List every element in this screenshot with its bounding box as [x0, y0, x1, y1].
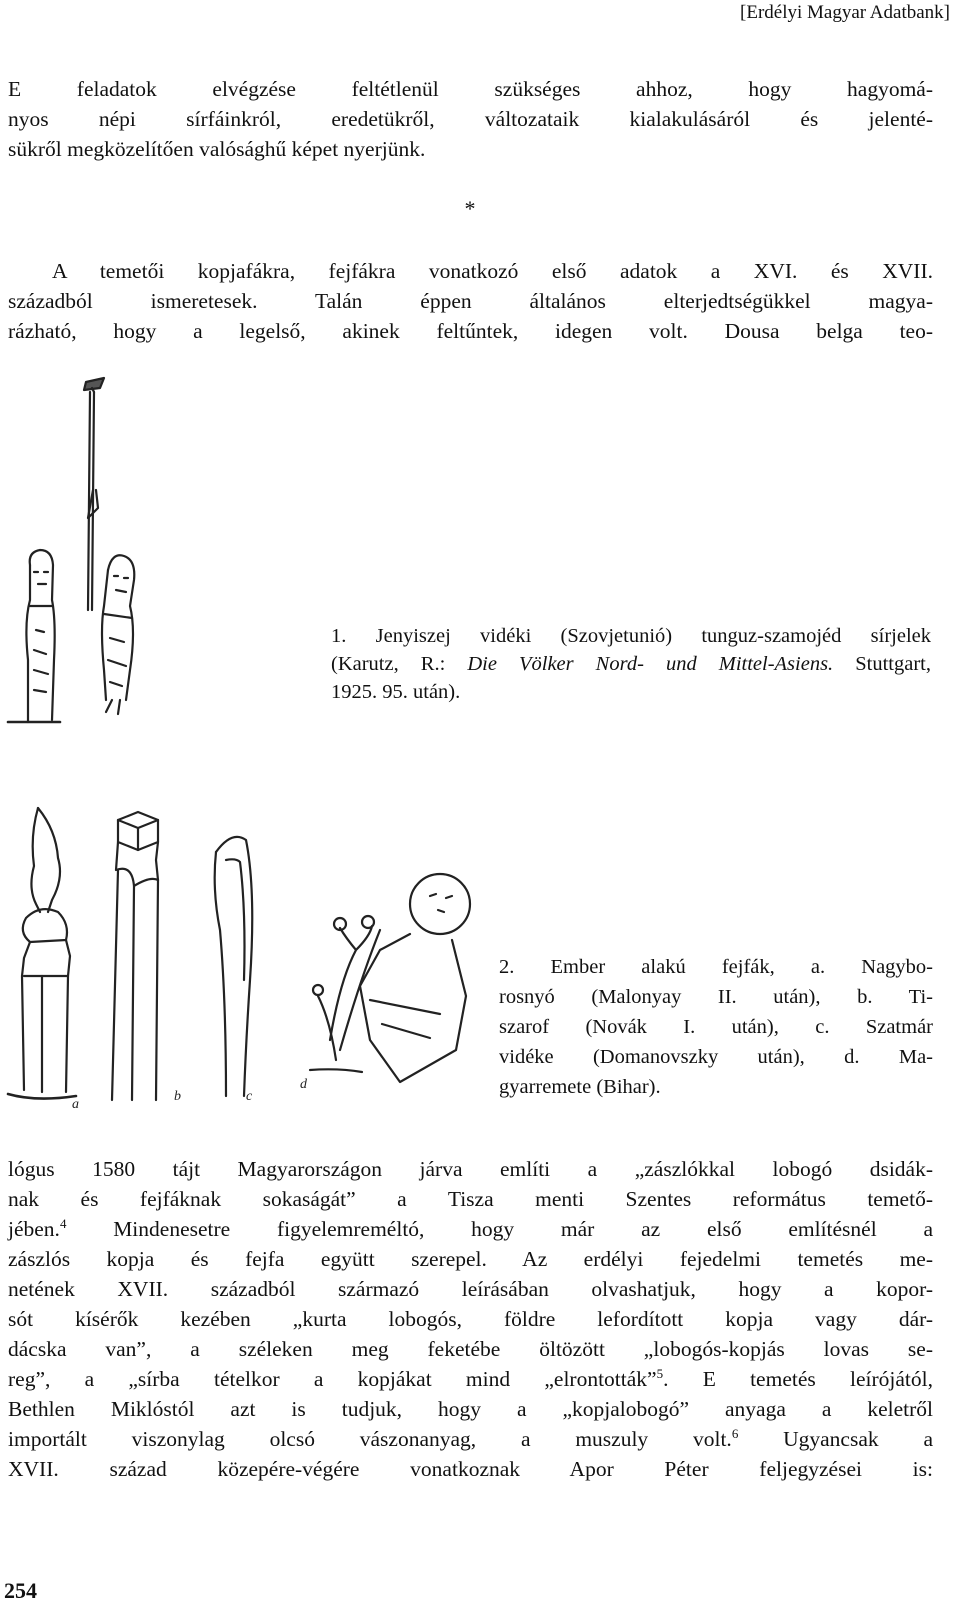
caption-line: (Karutz, R.: Die Völker Nord- und Mittel-Asiens. Stuttgart,	[331, 653, 931, 675]
figure-2-illustration	[0, 800, 490, 1115]
figure-2-letter-a: a	[72, 1097, 79, 1112]
text-line: jében.$^4$ Mindenesetre figyelemreméltó, hogy már az első említésnél a	[8, 1216, 933, 1241]
text-line: nak és fejfáknak sokaságát” a Tisza menti Szentes református temető-	[8, 1187, 933, 1211]
figure-1-caption	[331, 622, 931, 706]
caption-line: 1925. 95. után).	[331, 681, 461, 703]
text-line: dácska van”, a széleken meg feketébe öltözött „lobogós-kopjás lovas se-	[8, 1337, 933, 1361]
text-line: Bethlen Miklóstól azt is tudjuk, hogy a „kopjalobogó” anyaga a keletről	[8, 1397, 933, 1421]
text-line: netének XVII. századból származó leírásában olvashatjuk, hogy a kopor-	[8, 1277, 933, 1301]
paragraph-intro	[8, 74, 933, 164]
caption-line: gyarremete (Bihar).	[499, 1076, 661, 1098]
section-separator: *	[464, 196, 476, 221]
text-line: XVII. század közepére-végére vonatkoznak Apor Péter feljegyzései is:	[8, 1457, 933, 1481]
text-line: századból ismeretesek. Talán éppen általános elterjedtségükkel magya-	[8, 289, 933, 313]
caption-line: szarof (Novák I. után), c. Szatmár	[499, 1016, 933, 1038]
text-line: E feladatok elvégzése feltétlenül szükséges ahhoz, hogy hagyomá-	[8, 77, 933, 101]
caption-line: vidéke (Domanovszky után), d. Ma-	[499, 1046, 933, 1068]
text-line: sükről megközelítően valósághű képet nyerjünk.	[8, 137, 426, 161]
page-header: [Erdélyi Magyar Adatbank]	[740, 2, 950, 23]
figure-2-caption	[499, 952, 933, 1102]
page-number: 254	[4, 1578, 37, 1603]
caption-line: 2. Ember alakú fejfák, a. Nagybo-	[499, 956, 933, 978]
text-line: reg”, a „sírba tételkor a kopjákat mind „elrontották”$^5$. E temetés leírójától,	[8, 1366, 933, 1391]
footnote-ref[interactable]: 4	[59, 1216, 67, 1231]
text-line: nyos népi sírfáinkról, eredetükről, változataik kialakulásáról és jelenté-	[8, 107, 933, 131]
text-line: importált viszonylag olcsó vászonanyag, a muszuly volt.$^6$ Ugyancsak a	[8, 1426, 933, 1451]
caption-line: 1. Jenyiszej vidéki (Szovjetunió) tunguz-szamojéd sírjelek	[331, 625, 931, 647]
text-line: zászlós kopja és fejfa együtt szerepel. Az erdélyi fejedelmi temetés me-	[8, 1247, 933, 1271]
caption-line: rosnyó (Malonyay II. után), b. Ti-	[499, 986, 933, 1008]
figure-2-letter-b: b	[174, 1089, 181, 1104]
text-line: rázható, hogy a legelső, akinek feltűntek, idegen volt. Dousa belga teo-	[8, 319, 933, 343]
caption-book-title: Die Völker Nord- und Mittel-Asiens.	[467, 653, 834, 675]
figure-1-illustration	[0, 370, 150, 730]
text-line: sót kísérők kezében „kurta lobogós, földre lefordított kopja vagy dár-	[8, 1307, 933, 1331]
paragraph-history	[8, 256, 933, 346]
figure-2-letter-d: d	[300, 1077, 307, 1092]
text-line: A temetői kopjafákra, fejfákra vonatkozó első adatok a XVI. és XVII.	[52, 259, 933, 283]
footnote-ref[interactable]: 6	[731, 1426, 739, 1441]
text-line: lógus 1580 tájt Magyarországon járva említi a „zászlókkal lobogó dsidák-	[8, 1157, 933, 1181]
paragraph-main	[8, 1154, 933, 1484]
figure-2-letter-c: c	[246, 1089, 253, 1104]
footnote-ref[interactable]: 5	[656, 1366, 664, 1381]
